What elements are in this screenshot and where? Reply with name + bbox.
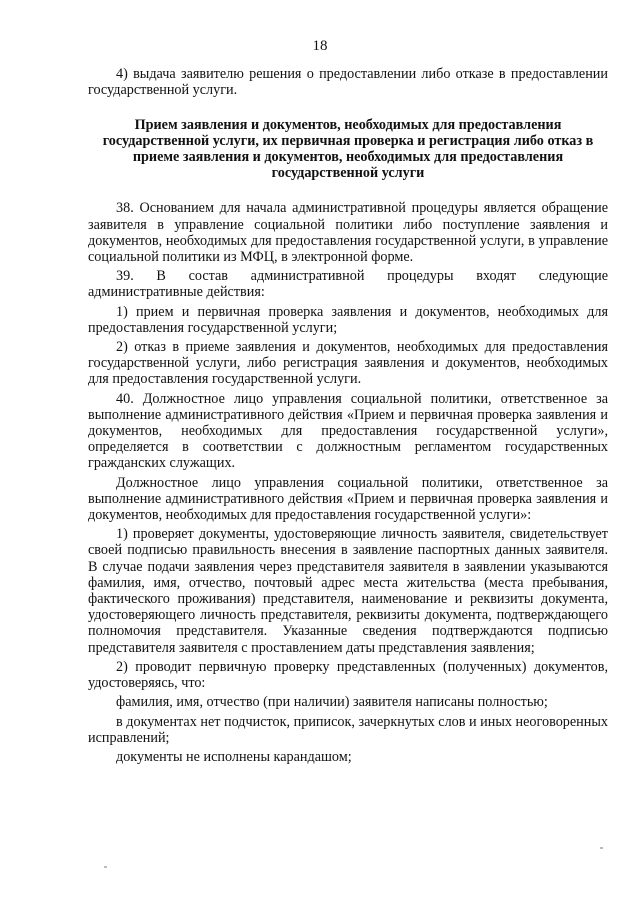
section-heading: Прием заявления и документов, необходимых для предоставления государственной услуги, их первичная проверка и регистрация либо отказ в приеме заявления и документов, необходимых для предоставления государственной услуги	[102, 117, 594, 182]
paragraph-39-item-2: 2) отказ в приеме заявления и документов, необходимых для предоставления государственной услуги, либо регистрация заявления и документов, необходимых для предоставления государственной услуги.	[88, 339, 608, 388]
paragraph-check-name: фамилия, имя, отчество (при наличии) заявителя написаны полностью;	[116, 694, 548, 711]
paragraph-38: 38. Основанием для начала административной процедуры является обращение заявителя в управление социальной политики либо поступление заявления и документов, необходимых для предоставления государственной услуги, в управление социальной политики из МФЦ, в электронной форме.	[88, 200, 608, 266]
page-number: 18	[312, 38, 328, 54]
paragraph-40: 40. Должностное лицо управления социальной политики, ответственное за выполнение административного действия «Прием и первичная проверка заявления и документов, необходимых для предоставления государственной услуги», определяется в соответствии с должностным регламентом государственных гражданских служащих.	[88, 390, 608, 472]
paragraph-check-pencil: документы не исполнены карандашом;	[116, 748, 352, 765]
paragraph-39-item-1: 1) прием и первичная проверка заявления и документов, необходимых для предоставления государственной услуги;	[88, 303, 608, 336]
paragraph-39: 39. В состав административной процедуры входят следующие административные действия:	[88, 268, 608, 301]
paragraph-check-corrections: в документах нет подчисток, приписок, зачеркнутых слов и иных неоговоренных исправлений;	[88, 713, 608, 746]
paragraph-duty-2: 2) проводит первичную проверку представленных (полученных) документов, удостоверяясь, что:	[88, 658, 608, 692]
scan-speck	[104, 866, 107, 868]
paragraph-duty-1: 1) проверяет документы, удостоверяющие личность заявителя, свидетельствует своей подписью правильность внесения в заявление паспортных данных заявителя. В случае подачи заявления через представителя заявителя в заявлении указываются фамилия, имя, отчество, почтовый адрес места жительства (места пребывания, фактического проживания) представителя, наименование и реквизиты документа, удостоверяющего личность представителя, реквизиты документа, подтверждающего полномочия представителя. Указанные сведения подтверждаются подписью представителя заявителя с проставлением даты представления заявления;	[88, 526, 608, 656]
paragraph-list-item-4: 4) выдача заявителю решения о предоставлении либо отказе в предоставлении государственной услуги.	[88, 66, 608, 99]
document-body	[88, 66, 608, 768]
paragraph-official-duties: Должностное лицо управления социальной политики, ответственное за выполнение административного действия «Прием и первичная проверка заявления и документов, необходимых для предоставления государственной услуги»:	[88, 474, 608, 524]
scan-speck	[600, 847, 603, 849]
